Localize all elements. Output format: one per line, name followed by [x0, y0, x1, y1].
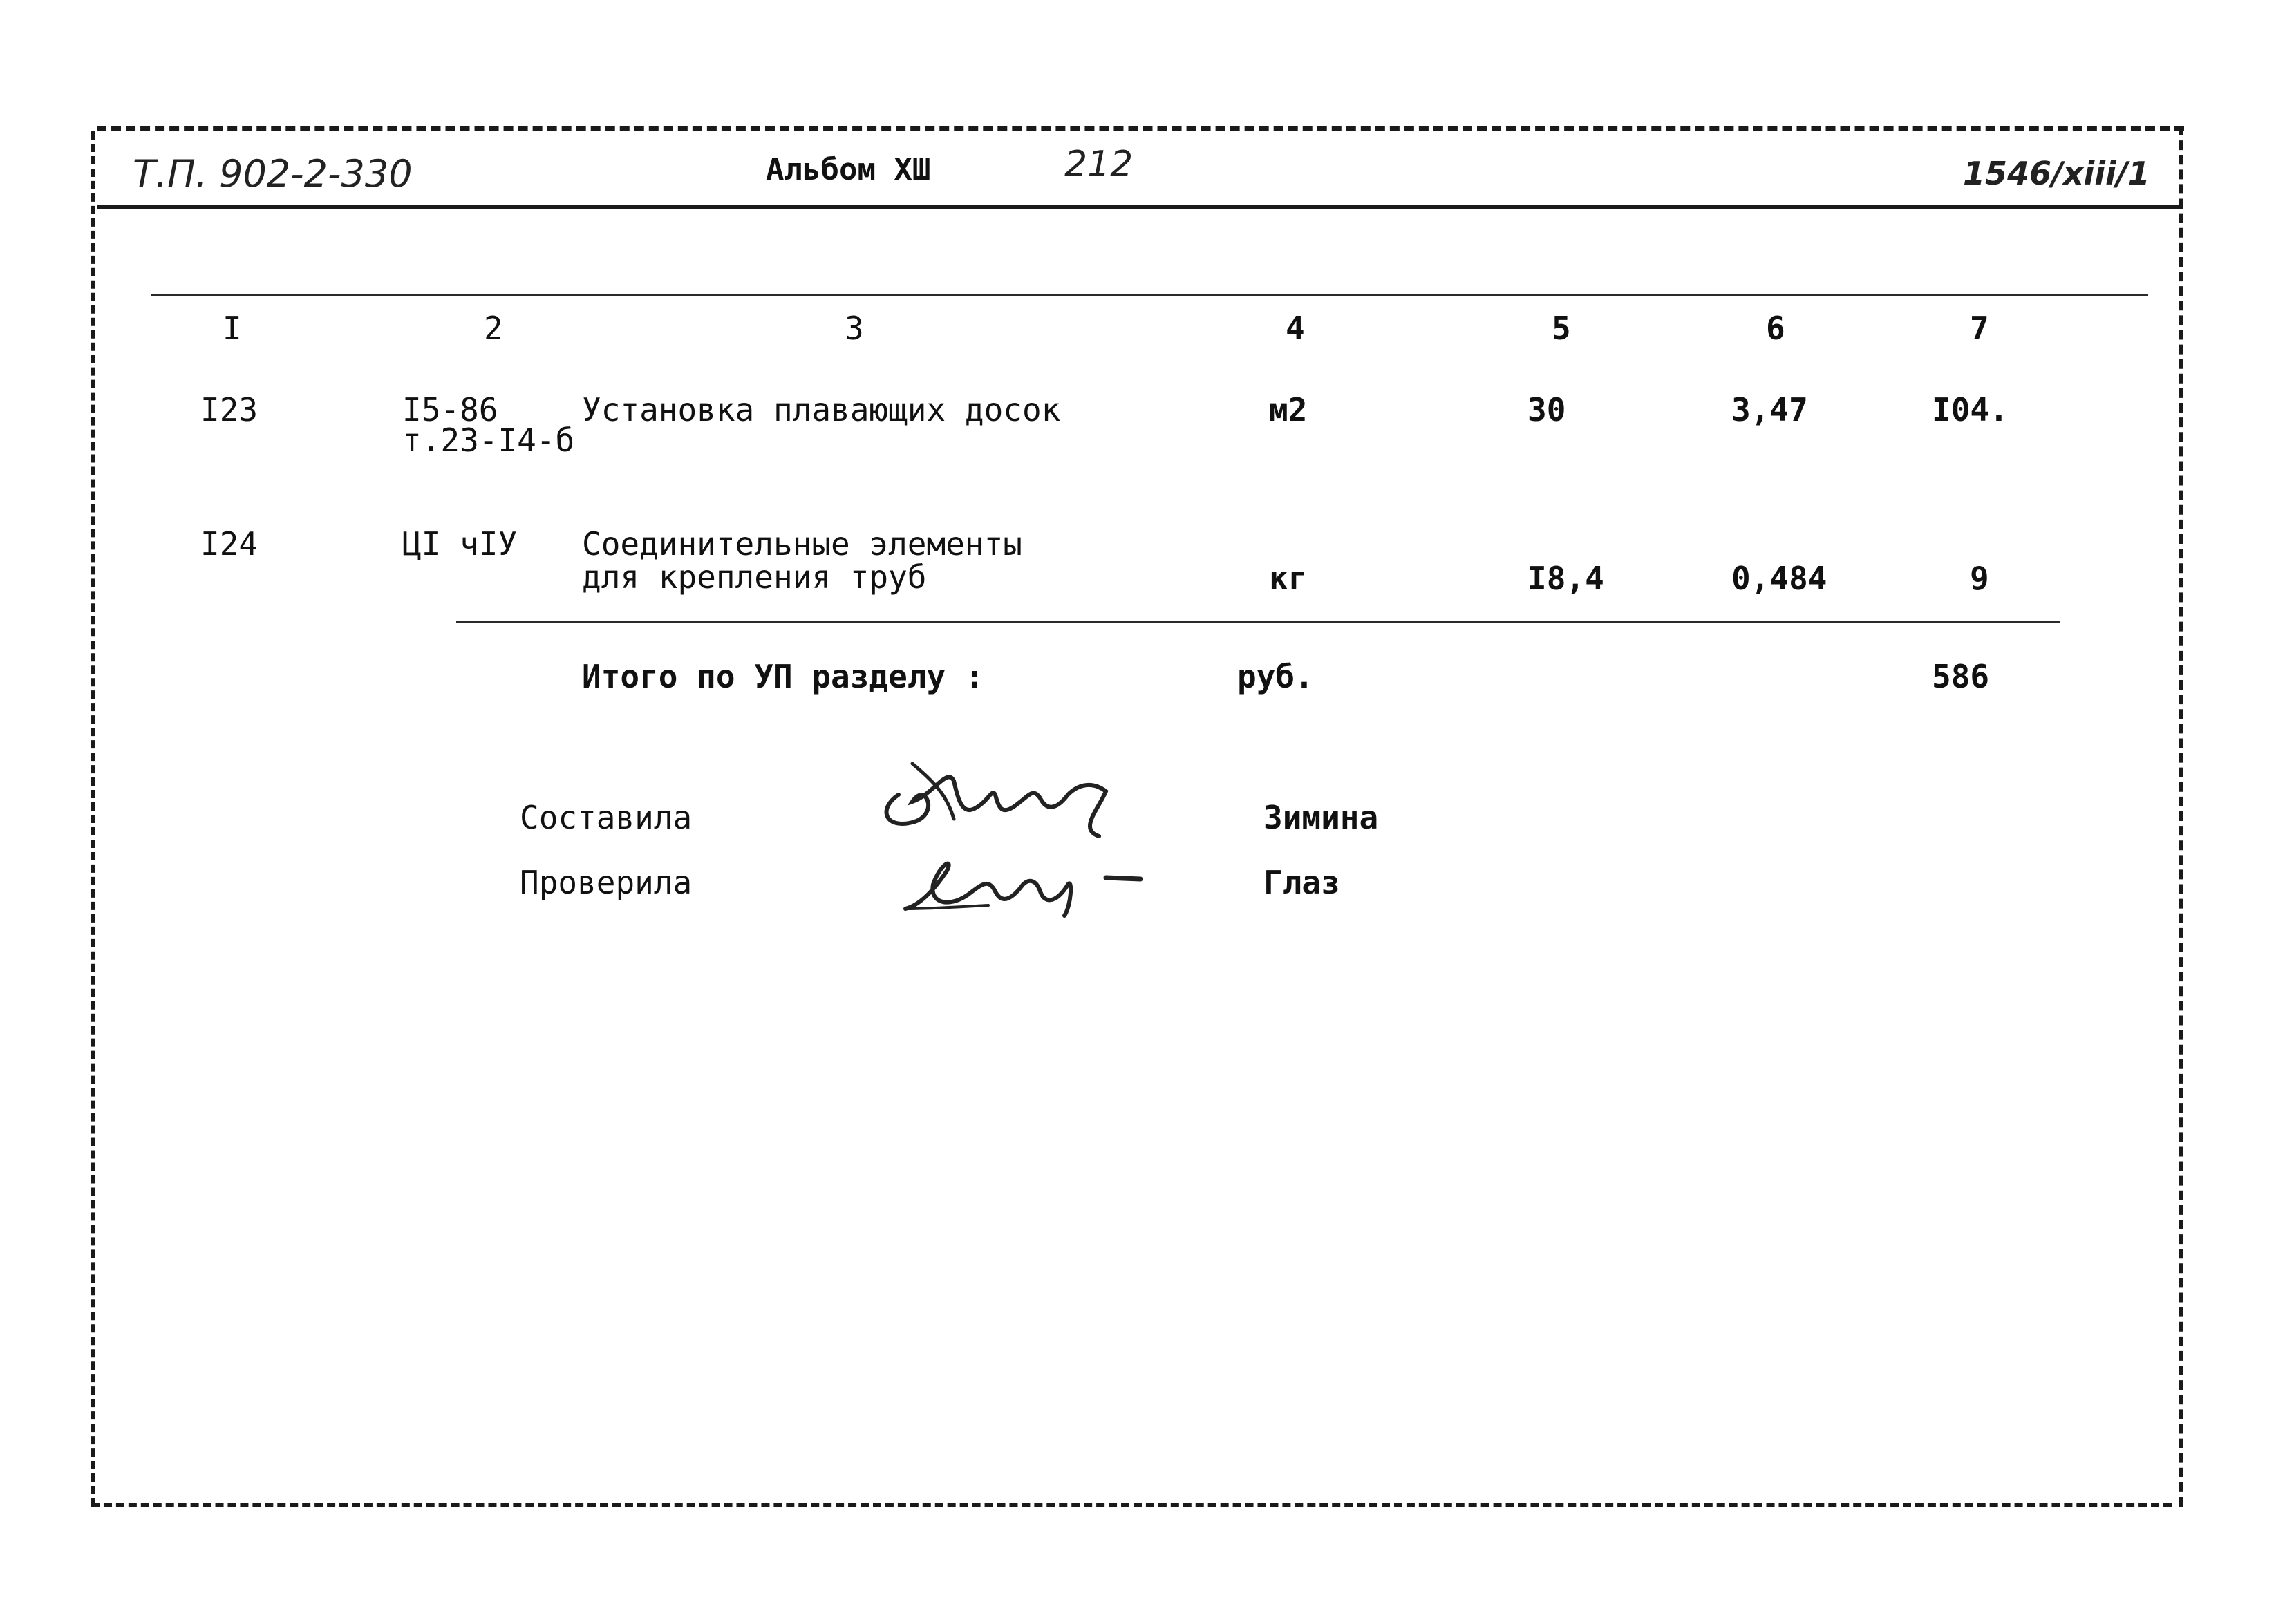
compiled-by-label: Составила [520, 799, 693, 836]
page-number: 212 [1064, 144, 1134, 185]
column-header-3: 3 [845, 310, 864, 347]
checked-by-name: Глаз [1263, 864, 1340, 901]
checked-by-label: Проверила [520, 864, 693, 901]
frame-top-border [97, 126, 2184, 131]
compiled-by-name: Зимина [1263, 799, 1379, 836]
summary-rule [456, 621, 2060, 623]
row-code-table: т.23-I4-б [402, 422, 575, 459]
row-number: I23 [200, 391, 258, 428]
row-code: ЦI чIУ [402, 525, 518, 563]
column-header-5: 5 [1552, 310, 1571, 347]
doc-code: Т.П. 902-2-330 [133, 152, 413, 196]
row-unit: кг [1269, 560, 1308, 597]
row-name-continued: для крепления труб [582, 558, 927, 596]
row-quantity: 30 [1527, 391, 1566, 428]
frame-left-border [91, 131, 95, 1507]
column-header-7: 7 [1970, 310, 1989, 347]
row-number: I24 [200, 525, 258, 563]
table-top-rule [151, 294, 2148, 296]
compiled-signature [871, 753, 1134, 843]
column-header-2: 2 [484, 310, 503, 347]
column-header-1: I [223, 310, 242, 347]
row-name: Установка плавающих досок [582, 391, 1061, 428]
row-price: 3,47 [1731, 391, 1808, 428]
album-label: Альбом ХШ [766, 152, 931, 187]
row-name: Соединительные элементы [582, 525, 1022, 563]
summary-total: 586 [1932, 658, 1990, 695]
checked-signature [892, 843, 1168, 919]
row-total: I04. [1932, 391, 2009, 428]
header-divider [97, 205, 2183, 209]
frame-right-border [2179, 126, 2183, 1507]
row-code: I5-86 [402, 391, 498, 428]
inventory-number: 1546/xiii/1 [1963, 155, 2150, 192]
row-quantity: I8,4 [1527, 560, 1604, 597]
column-header-6: 6 [1766, 310, 1785, 347]
column-header-4: 4 [1286, 310, 1305, 347]
row-price: 0,484 [1731, 560, 1827, 597]
summary-label: Итого по УП разделу : [582, 658, 984, 695]
frame-bottom-border [91, 1503, 2172, 1507]
row-total: 9 [1970, 560, 1989, 597]
summary-unit: руб. [1237, 658, 1314, 695]
row-unit: м2 [1269, 391, 1308, 428]
